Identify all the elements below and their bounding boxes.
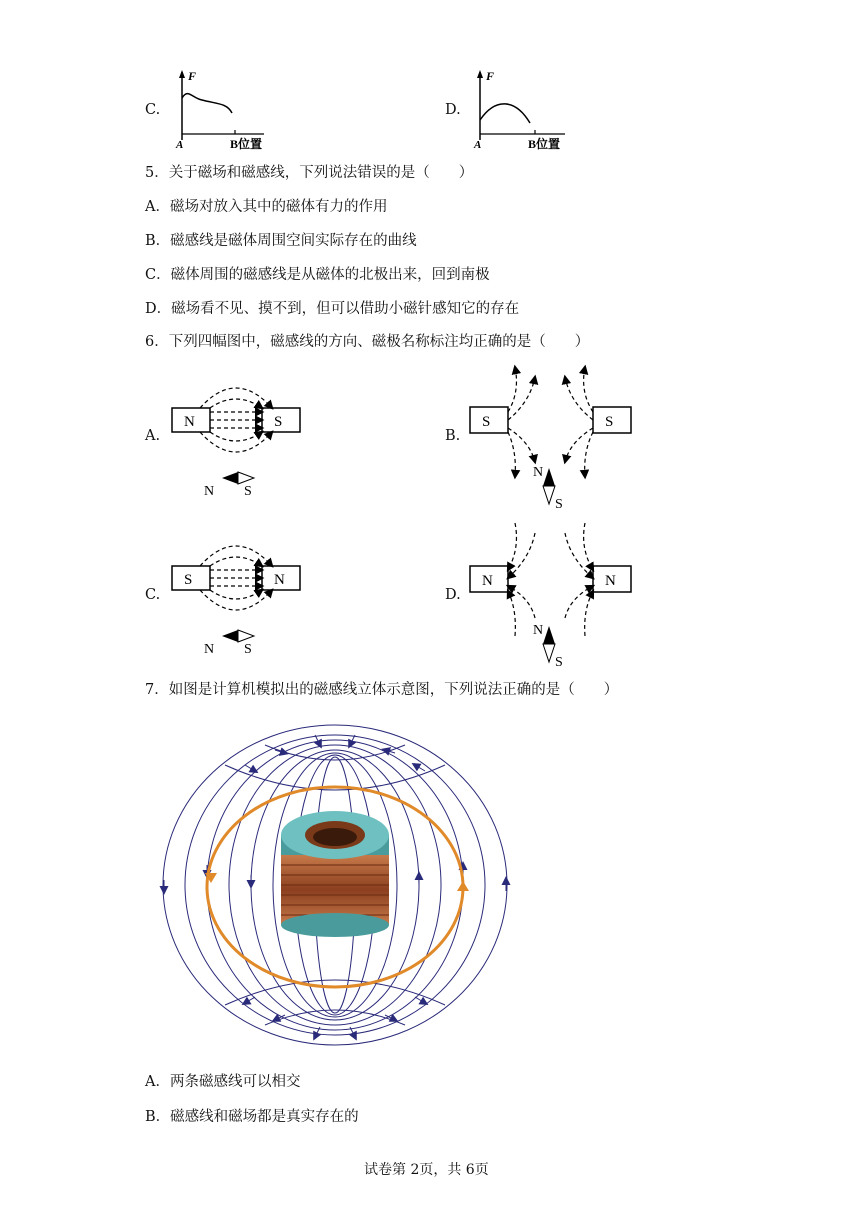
q7-option-b: B．磁感线和磁场都是真实存在的 — [145, 1109, 359, 1125]
svg-text:N: N — [204, 642, 215, 657]
option-c-label: C. — [145, 102, 161, 118]
graph-c — [172, 68, 272, 154]
svg-text:N: N — [274, 572, 285, 588]
svg-text:B位置: B位置 — [528, 137, 561, 151]
svg-text:S: S — [184, 572, 193, 588]
magnet-left-pole: N — [184, 414, 195, 430]
q6-figure-d — [465, 518, 640, 668]
axis-a-label: A — [176, 139, 184, 151]
q6-label-c: C. — [145, 587, 161, 603]
graph-d — [470, 68, 580, 154]
svg-text:N: N — [533, 465, 544, 480]
q6-label-b: B. — [445, 428, 461, 444]
q7-stem: 7．如图是计算机模拟出的磁感线立体示意图，下列说法正确的是（ ） — [145, 682, 619, 698]
q6-label-a: A. — [145, 428, 161, 444]
svg-text:S: S — [244, 642, 252, 657]
q6-stem: 6．下列四幅图中，磁感线的方向、磁极名称标注均正确的是（ ） — [145, 334, 590, 350]
page-footer: 试卷第 2页，共 6页 — [364, 1162, 489, 1178]
svg-text:A: A — [474, 139, 482, 151]
q5-option-a: A．磁场对放入其中的磁体有力的作用 — [145, 199, 388, 215]
svg-text:N: N — [605, 573, 616, 589]
axis-f-label: F — [188, 69, 197, 83]
magnet-right-pole: S — [274, 414, 283, 430]
option-d-label: D. — [445, 102, 461, 118]
svg-text:N: N — [204, 484, 215, 499]
q6-figure-a — [160, 360, 320, 505]
axis-b-label: B位置 — [230, 137, 263, 151]
svg-text:N: N — [533, 623, 544, 638]
svg-text:S: S — [482, 414, 491, 430]
q5-stem: 5．关于磁场和磁感线，下列说法错误的是（ ） — [145, 165, 474, 181]
q5-option-d: D．磁场看不见、摸不到，但可以借助小磁针感知它的存在 — [145, 301, 520, 317]
svg-text:S: S — [244, 484, 252, 499]
q5-option-c: C．磁体周围的磁感线是从磁体的北极出来，回到南极 — [145, 267, 490, 283]
q6-figure-b — [465, 362, 640, 512]
q6-figure-c — [160, 518, 320, 663]
svg-text:S: S — [555, 655, 563, 668]
q7-option-a: A．两条磁感线可以相交 — [145, 1074, 301, 1090]
svg-text:N: N — [482, 573, 493, 589]
svg-text:S: S — [555, 497, 563, 512]
q5-option-b: B．磁感线是磁体周围空间实际存在的曲线 — [145, 233, 417, 249]
svg-text:F: F — [486, 69, 495, 83]
q7-magnetic-field-figure — [155, 715, 515, 1055]
q6-label-d: D. — [445, 587, 461, 603]
svg-text:S: S — [605, 414, 614, 430]
